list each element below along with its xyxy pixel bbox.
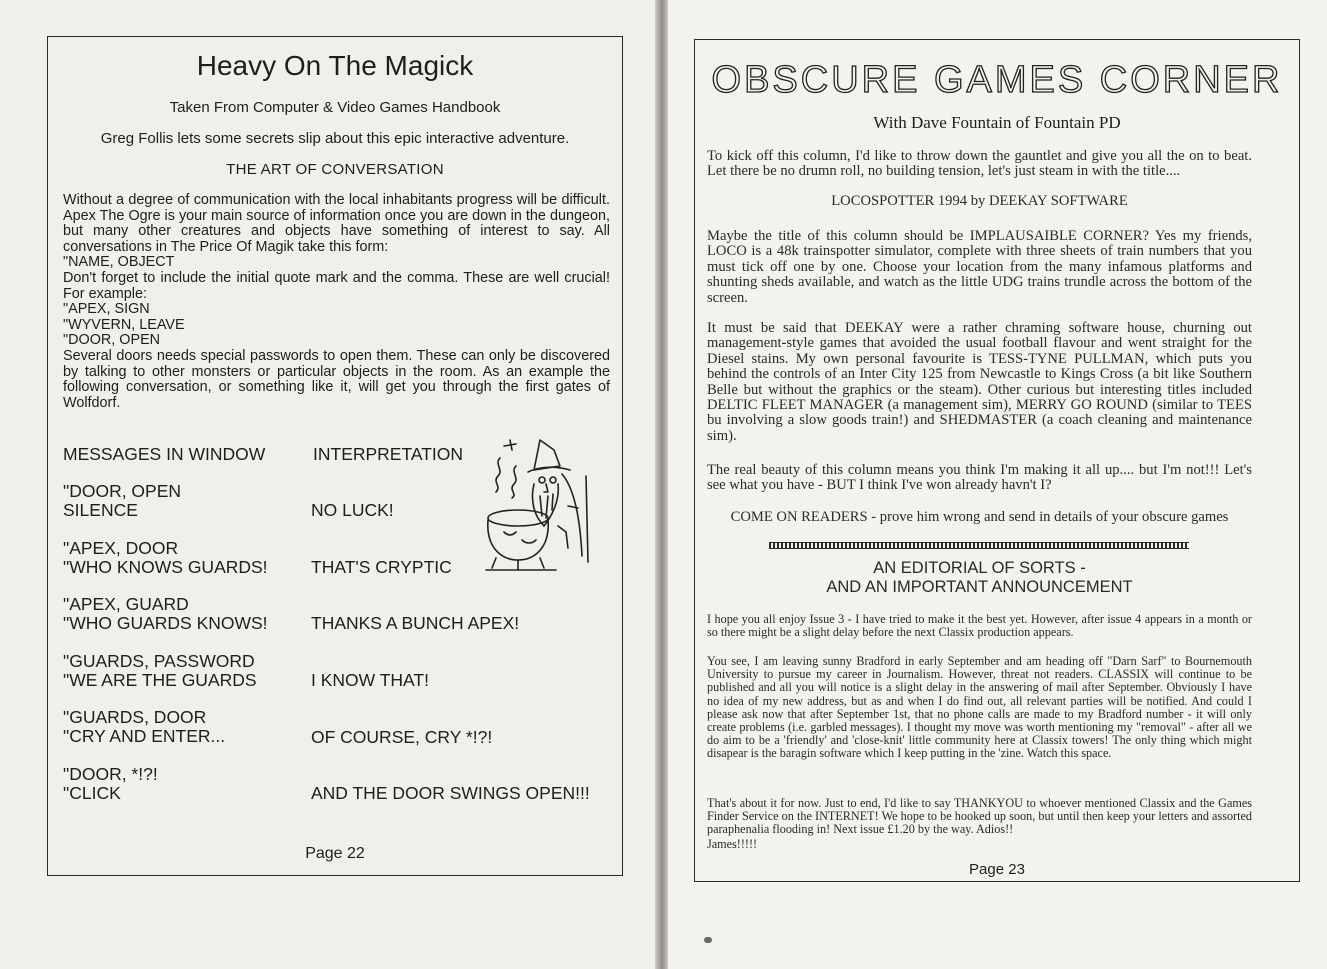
page-number: Page 23 [969,861,1025,878]
interpretation-cell: NO LUCK! [311,500,394,520]
message-line: "DOOR, OPEN [63,481,182,501]
interpretation-cell: THAT'S CRYPTIC [311,557,452,577]
interpretation-cell: THANKS A BUNCH APEX! [311,613,520,633]
article-body [63,193,610,411]
message-line: "CLICK [63,783,121,803]
column-paragraph: It must be said that DEEKAY were a rather chraming software house, churning out management-style games that avoided the usual football flavour and went straight for the Diesel stains. My own personal favourite is TESS-TYNE PULLMAN, which puts you behind the controls of an Inter City 125 from Newcastle to Kings Cross (a bit like Southern Belle but without the graphics or the steam). Other curious but interesting titles included DELTIC FLEET MANAGER (a management sim), MERRY GO ROUND (similar to TEES bu involving a slow goods train!) and SHEDMASTER (a coach cleaning and maintenance sim). [707,320,1252,444]
table-row [63,765,158,803]
column-paragraph: The real beauty of this column means you think I'm making it all up.... but I'm not!!! Let's see what you have - BUT I think I've won already havn't I? [707,462,1252,494]
message-line: "DOOR, *!?! [63,764,158,784]
column-title-lettering [694,58,1300,102]
section-heading: THE ART OF CONVERSATION [226,161,444,178]
editorial-paragraph: You see, I am leaving sunny Bradford in early September and am heading off "Darn Sarf" to Bournemouth University to pursue my career in Journalism. However, threat not readers. CLASSIX will continue to be published and all you will notice is a slight delay in the answering of mail after September. Obviously I have no idea of my new address, but as and when I do find out, all relevant parties will be notified. And could I please ask now that after September 1st, that no phone calls are made to my Bradford number - it will only create problems (i.e. garbled messages). I thought my move was worth mentioning my "removal" - after all we do aim to be a 'friendly' and 'close-knit' little community here at Classix towers! The only thing which might disapear is the baragin software which I keep putting in the 'zine. Watch this space. [707,654,1252,761]
article-intro: Greg Follis lets some secrets slip about this epic interactive adventure. [100,130,570,147]
wizard-cauldron-illustration [482,436,594,574]
section-divider [769,542,1189,549]
message-line: SILENCE [63,500,138,520]
editorial-paragraph: That's about it for now. Just to end, I'd like to say THANKYOU to whoever mentioned Classix and the Games Finder Service on the INTERNET! We hope to be hooked up soon, but until then keep your letters and assorted paraphenalia flooding in! Next issue £1.20 by the way. Adios!! [707,796,1252,837]
interpretation-cell: AND THE DOOR SWINGS OPEN!!! [311,783,590,803]
call-to-action: COME ON READERS - prove him wrong and send in details of your obscure games [730,509,1229,525]
interpretation-cell: I KNOW THAT! [311,670,429,690]
column-byline: With Dave Fountain of Fountain PD [873,113,1121,132]
message-line: "WHO KNOWS GUARDS! [63,557,268,577]
table-row [63,652,257,690]
message-line: "WHO GUARDS KNOWS! [63,613,268,633]
column-title: OBSCURE GAMES CORNER [711,59,1283,101]
editorial-heading [707,559,1252,597]
editorial-paragraph: I hope you all enjoy Issue 3 - I have tried to make it the best yet. However, after issue 4 appears in a month or so there might be a slight delay before the next Classix production appears. [707,612,1252,640]
message-line: "GUARDS, DOOR [63,707,207,727]
body-line: "DOOR, OPEN [63,332,161,349]
message-line: "CRY AND ENTER... [63,726,226,746]
table-header-messages: MESSAGES IN WINDOW [63,444,266,464]
body-paragraph: Without a degree of communication with the local inhabitants progress will be difficult. Apex The Ogre is your main source of information once you are down in the dungeon, but many other creatures and objects have something of interest to say. All conversations in The Price Of Magik take this form: [63,192,610,255]
body-line: "WYVERN, LEAVE [63,316,185,333]
article-source: Taken From Computer & Video Games Handbook [169,99,501,116]
table-row [63,595,268,633]
table-row [63,482,181,520]
body-paragraph: Don't forget to include the initial quote mark and the comma. These are well crucial! For example: [63,269,610,302]
article-title: Heavy On The Magick [196,50,474,81]
table-row [63,708,225,746]
page-number: Page 22 [305,845,365,862]
message-line: "APEX, DOOR [63,538,179,558]
column-intro: To kick off this column, I'd like to throw down the gauntlet and give you all the on to beat. Let there be no drumn roll, no building tension, let's just steam in with the title.... [707,148,1252,180]
body-line: "APEX, SIGN [63,301,150,318]
body-line: "NAME, OBJECT [63,254,175,271]
editorial-heading-line: AND AN IMPORTANT ANNOUNCEMENT [826,578,1133,596]
book-gutter [655,0,668,969]
game-heading: LOCOSPOTTER 1994 by DEEKAY SOFTWARE [831,193,1128,209]
message-line: "APEX, GUARD [63,594,189,614]
message-line: "WE ARE THE GUARDS [63,670,257,690]
column-title-logo [694,58,1300,107]
editorial-heading-line: AN EDITORIAL OF SORTS - [873,559,1086,577]
body-paragraph: Several doors needs special passwords to open them. These can only be discovered by talking to other monsters or particular objects in the room. As an example the following conversation, or something like it, will get you through the first gates of Wolfdorf. [63,347,610,411]
column-paragraph: Maybe the title of this column should be IMPLAUSAIBLE CORNER? Yes my friends, LOCO is a 48k trainspotter simulator, complete with three sheets of train numbers that you must tick off one by one. Choose your location from the many infamous platforms and shunting sheds available, and watch as the little UDG trains trundle across the bottom of the screen. [707,228,1252,306]
editorial-signature: James!!!!! [707,837,758,851]
table-row [63,539,268,577]
table-header-interpretation: INTERPRETATION [313,444,464,464]
paper-speck [704,937,712,943]
message-line: "GUARDS, PASSWORD [63,651,255,671]
interpretation-cell: OF COURSE, CRY *!?! [311,727,493,747]
